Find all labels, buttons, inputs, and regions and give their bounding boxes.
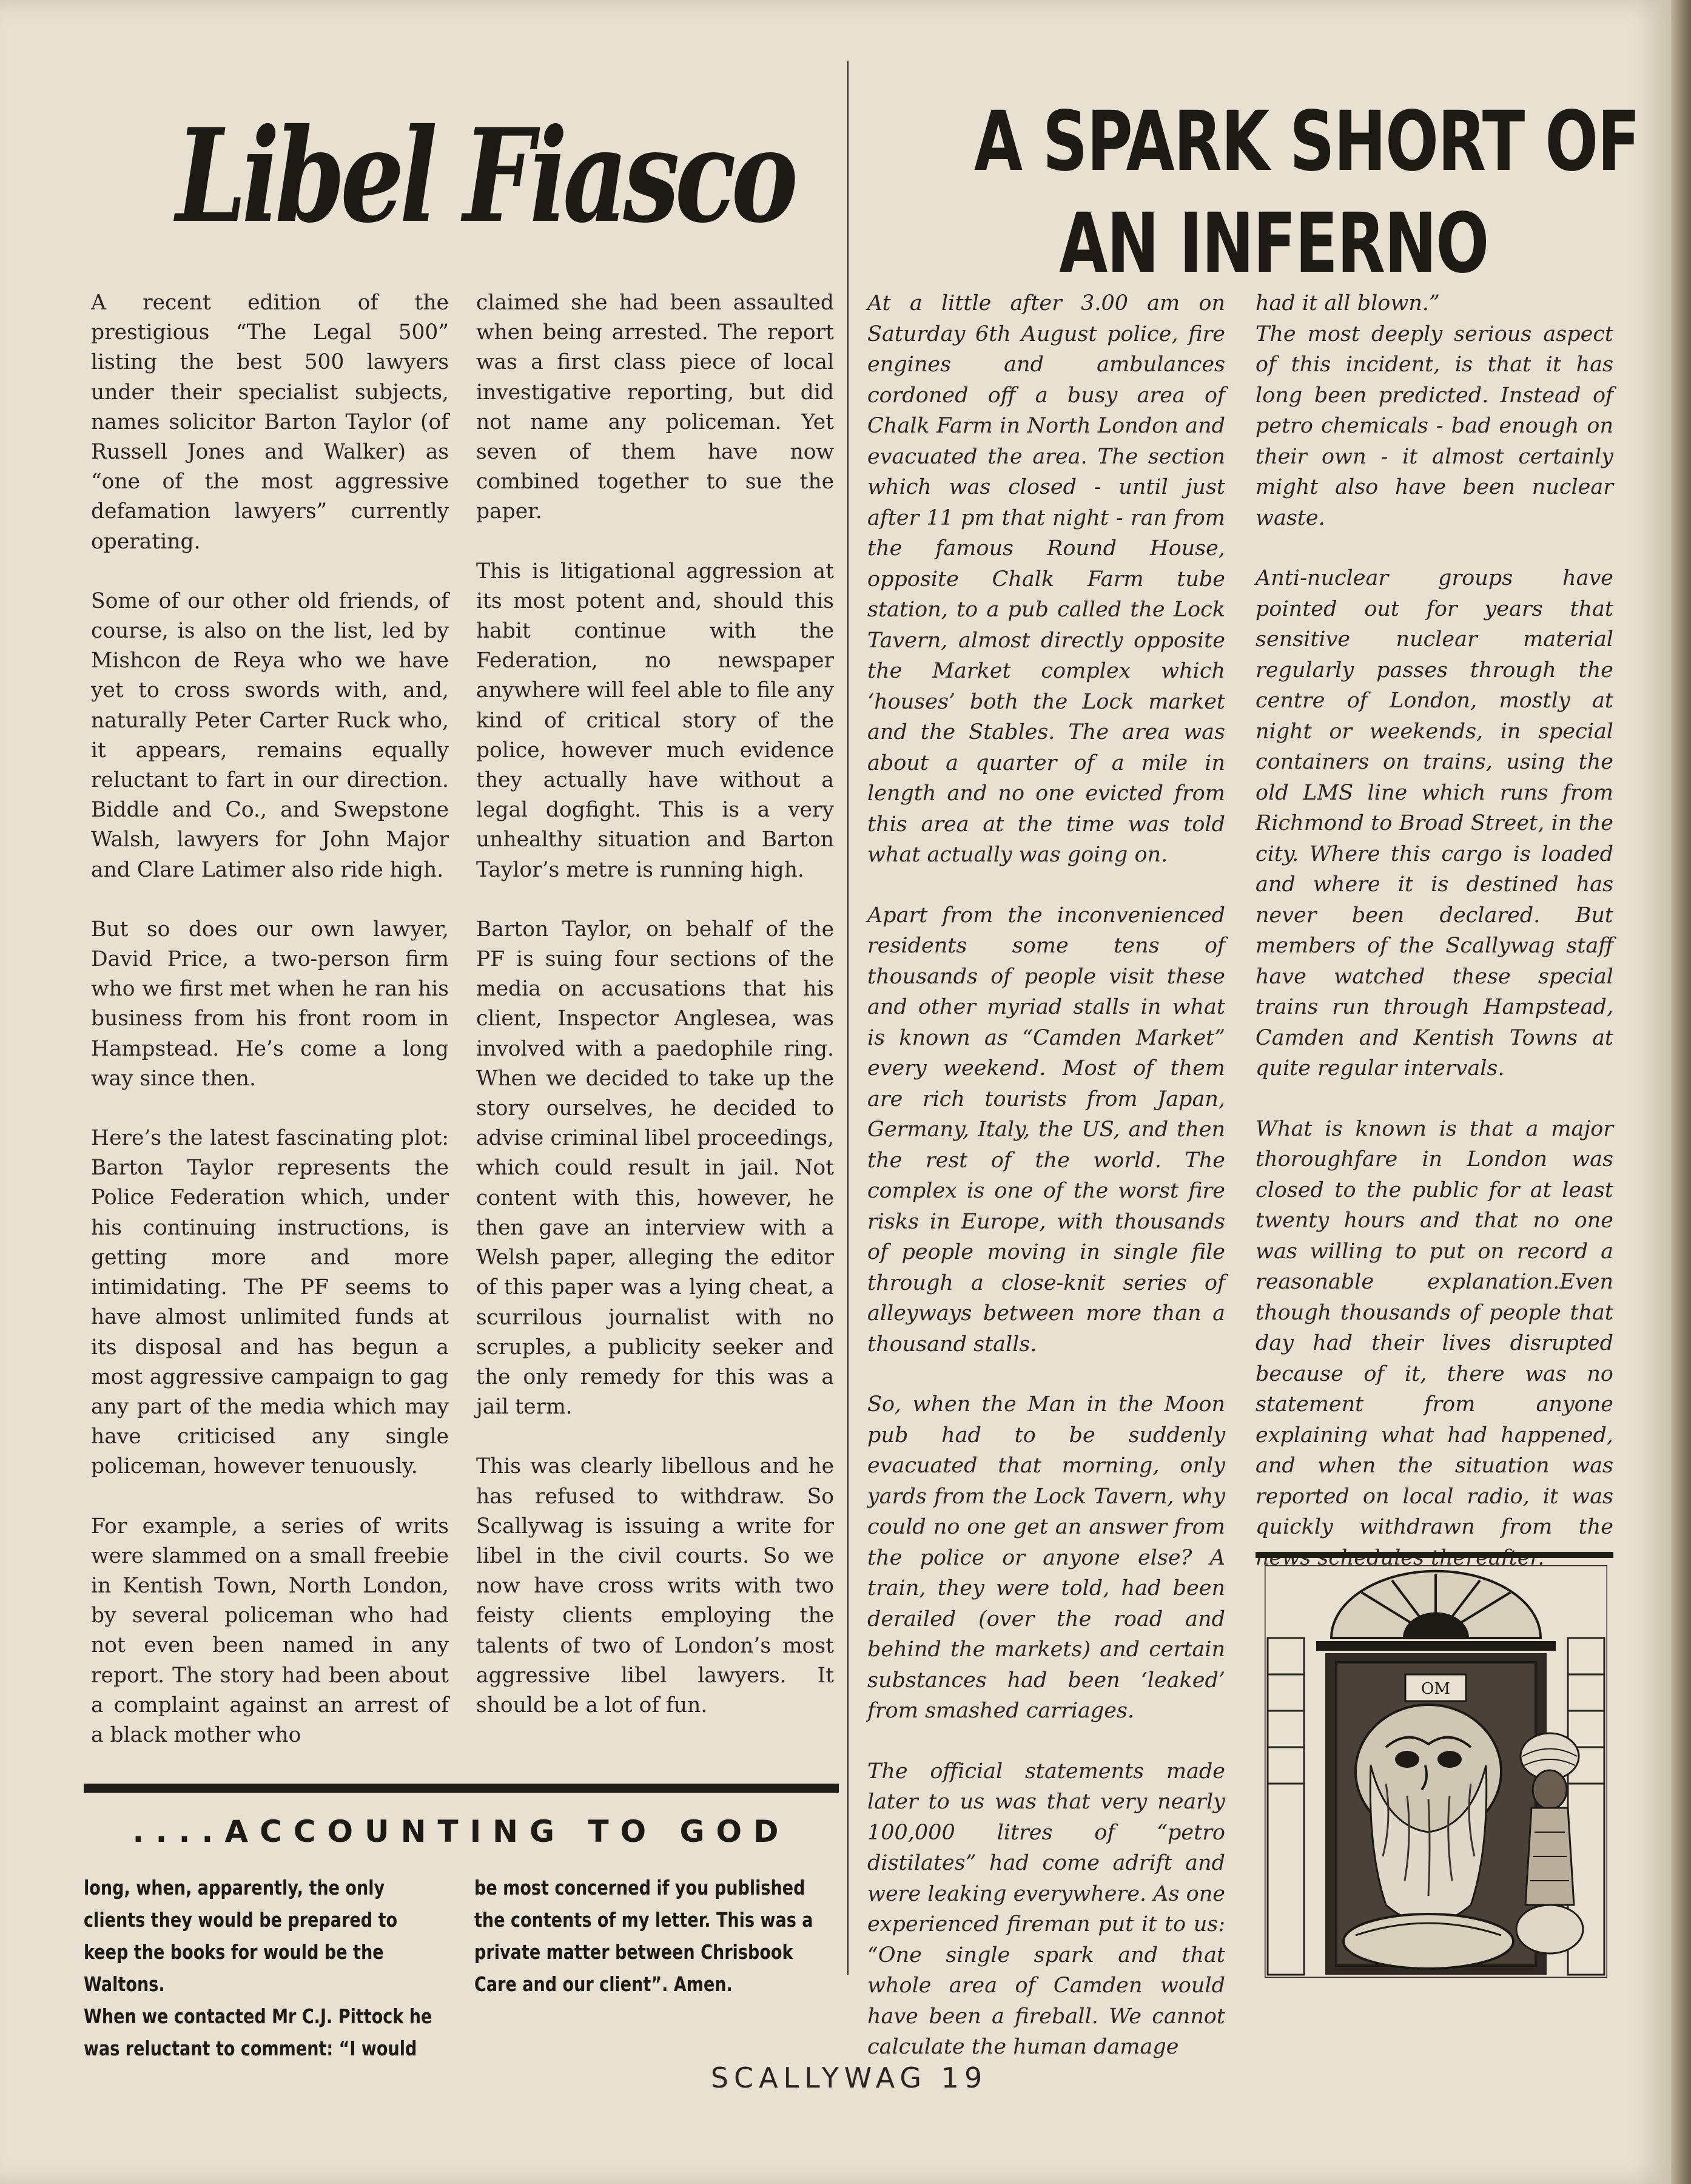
paragraph: Apart from the inconvenienced residents some tens of thousands of people visit these and other myriad stalls in what is known as “Camden Market” every weekend. Most of them are rich tourists from Japan, Germany, Italy, the US, and then the rest of the world. The complex is one of the worst fire risks in Europe, with thousands of people moving in single file through a close-knit series of alleyways between more than a thousand stalls. xyxy=(867,903,1225,1357)
doorway-guru-illustration xyxy=(1265,1565,1607,1978)
headline-libel-fiasco: Libel Fiasco xyxy=(176,100,794,251)
illustration-rule xyxy=(1256,1552,1613,1558)
headline-line-1: A SPARK SHORT OF xyxy=(974,94,1639,190)
right-article-column-1 xyxy=(867,288,1225,2092)
paragraph: The official statements made later to us was that very nearly 100,000 litres of “petro distilates” had come adrift and were leaking everywhere. As one experienced fireman put it to us: “One single spark and that whole area of Camden would have been a fireball. We cannot calculate the human damage xyxy=(867,1759,1225,2059)
paragraph: But so does our own lawyer, David Price, a two-person firm who we first met when he ran his business from his front room in Hampstead. He’s come a long way since then. xyxy=(91,917,449,1091)
paragraph: long, when, apparently, the only clients they would be prepared to keep the books for would be the Waltons. xyxy=(84,1876,398,1996)
paragraph: Anti-nuclear groups have pointed out for years that sensitive nuclear material regularly passes through the centre of London, mostly at night or weekends, in special containers on trains, using the old LMS line which runs from Richmond to Broad Street, in the city. Where this cargo is loaded and where it is destined has never been declared. But members of the Scallywag staff have watched these special trains run through Hampstead, Camden and Kentish Towns at quite regular intervals. xyxy=(1256,566,1613,1080)
paragraph: At a little after 3.00 am on Saturday 6th August police, fire engines and ambulances cordoned off a busy area of Chalk Farm in North London and evacuated the area. The section which was closed - until just after 11 pm that night - ran from the famous Round House, opposite Chalk Farm tube station, to a pub called the Lock Tavern, almost directly opposite the Market complex which ‘houses’ both the Lock market and the Stables. The area was about a quarter of a mile in length and no one evicted from this area at the time was told what actually was going on. xyxy=(867,291,1225,867)
headline-spark-short-of-an-inferno xyxy=(879,91,1668,295)
paragraph: So, when the Man in the Moon pub had to be suddenly evacuated that morning, only yards from the Lock Tavern, why could no one get an answer from the police or anyone else? A train, they were told, had been derailed (over the road and behind the markets) and certain substances had been ‘leaked’ from smashed carriages. xyxy=(867,1392,1225,1723)
paragraph: be most concerned if you published the contents of my letter. This was a private matter between Chrisbook Care and our client”. Amen. xyxy=(474,1876,813,1996)
paragraph: This is litigational aggression at its most potent and, should this habit continue with the Federation, no newspaper anywhere will feel able to file any kind of critical story of the police, however much evidence they actually have without a legal dogfight. This is a very unhealthy situation and Barton Taylor’s metre is running high. xyxy=(476,559,834,882)
right-article-column-2 xyxy=(1256,288,1613,1603)
left-article-column-1 xyxy=(91,288,449,1780)
door-sign: OM xyxy=(1421,1680,1450,1698)
paragraph: What is known is that a major thoroughfare in London was closed to the public for at least twenty hours and that no one was willing to put on record a reasonable explanation.Even though thousands of people that day had their lives disrupted because of it, there was no statement from anyone explaining what had happened, and when the situation was reported on local radio, it was quickly withdrawn from the xyxy=(1256,1116,1613,1539)
paragraph: A recent edition of the prestigious “The Legal 500” listing the best 500 lawyers under their specialist subjects, names solicitor Barton Taylor (of Russell Jones and Walker) as “one of the most aggressive defamation lawyers” currently operating. xyxy=(91,291,449,554)
page-footer: SCALLYWAG 19 xyxy=(710,2061,988,2094)
accounting-to-god-title: ....ACCOUNTING TO GOD xyxy=(132,1814,790,1849)
paragraph: Barton Taylor, on behalf of the PF is suing four sections of the media on accusations that his client, Inspector Anglesea, was involved with a paedophile ring. When we decided to take up the story ourselves, he decided to advise criminal libel proceedings, which could result in jail. Not content with this, however, he then gave an interview with a Welsh paper, alleging the editor of this paper was a lying cheat, a scurrilous journalist with no scruples, a publicity seeker and the only remedy for this was a jail term. xyxy=(476,917,834,1420)
accounting-column-1 xyxy=(84,1872,442,2064)
paragraph: Here’s the latest fascinating plot: Barton Taylor represents the Police Federation which, under his continuing instructions, is getting more and more intimidating. The PF seems to have almost unlimited funds at its disposal and has begun a most aggressive campaign to gag any part of the media which may have criticised any single policeman, however tenuously. xyxy=(91,1126,449,1479)
accounting-column-2 xyxy=(474,1872,832,2000)
paragraph: When we contacted Mr C.J. Pittock he was reluctant to comment: “I would xyxy=(84,2004,432,2060)
paragraph: had it all blown.” xyxy=(1256,291,1440,315)
headline-line-2: AN INFERNO xyxy=(1059,196,1488,292)
page-edge xyxy=(1671,0,1691,2184)
paragraph: The most deeply serious aspect of this incident, is that it has long been predicted. Instead of petro chemicals - bad enough on their own - it almost certainly might also have been nuclear waste. xyxy=(1256,322,1613,530)
paragraph: This was clearly libellous and he has refused to withdraw. So Scallywag is issuing a write for libel in the civil courts. So we now have cross writs with two feisty clients employing the talents of two of London’s most aggressive libel lawyers. It should be a lot of fun. xyxy=(476,1454,834,1717)
left-article-column-2 xyxy=(476,288,834,1750)
section-rule xyxy=(84,1784,839,1793)
paragraph: For example, a series of writs were slammed on a small freebie in Kentish Town, North London, by several policeman who had not even been named in any report. The story had been about a complaint against an arrest of a black mother who xyxy=(91,1514,449,1747)
column-divider xyxy=(847,61,849,1975)
paragraph: claimed she had been assaulted when being arrested. The report was a first class piece of local investigative reporting, but did not name any policeman. Yet seven of them have now combined together to sue the paper. xyxy=(476,291,834,524)
paragraph: Some of our other old friends, of course, is also on the list, led by Mishcon de Reya who we have yet to cross swords with, and, naturally Peter Carter Ruck who, it appears, remains equally reluctant to fart in our direction. Biddle and Co., and Swepstone Walsh, lawyers for John Major and Clare Latimer also ride high. xyxy=(91,588,449,882)
